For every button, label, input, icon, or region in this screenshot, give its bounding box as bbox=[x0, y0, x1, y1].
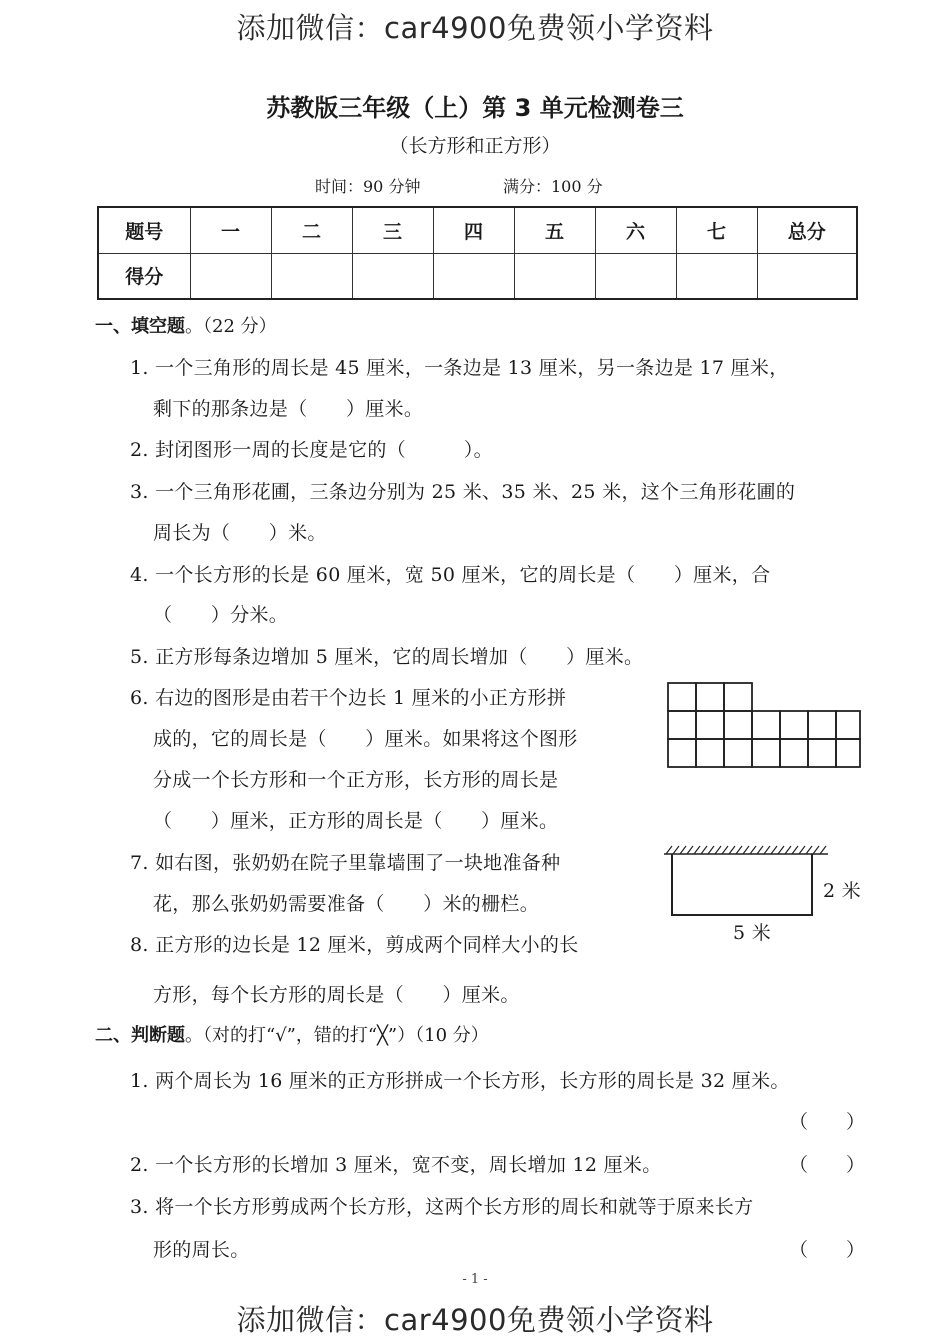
grid-square bbox=[836, 711, 860, 739]
section-2-title: 二、判断题 bbox=[95, 1025, 185, 1046]
score-cell bbox=[433, 253, 514, 299]
section-1-title: 一、填空题 bbox=[95, 316, 185, 337]
wall-hatching bbox=[666, 846, 826, 854]
watermark-top: 添加微信：car4900免费领小学资料 bbox=[236, 11, 714, 45]
judge-2-line-1: 2. 一个长方形的长增加 3 厘米，宽不变，周长增加 12 厘米。 bbox=[130, 1154, 662, 1176]
grid-square bbox=[752, 739, 780, 767]
exam-time: 时间：90 分钟 bbox=[315, 177, 421, 196]
squares-figure bbox=[665, 680, 865, 770]
section-1-score: 。（22 分） bbox=[185, 316, 277, 337]
grid-square bbox=[668, 711, 696, 739]
question-5-line-1: 5. 正方形每条边增加 5 厘米，它的周长增加（ ）厘米。 bbox=[130, 646, 644, 668]
section-2-score: 。（对的打“√”，错的打“╳”）（10 分） bbox=[185, 1025, 489, 1046]
score-table bbox=[97, 206, 858, 300]
header-cell: 七 bbox=[676, 207, 757, 253]
header-cell: 题号 bbox=[98, 207, 190, 253]
page-number: - 1 - bbox=[462, 1272, 488, 1287]
score-cell bbox=[514, 253, 595, 299]
score-cell bbox=[595, 253, 676, 299]
question-1-line-2: 剩下的那条边是（ ）厘米。 bbox=[153, 398, 424, 420]
fence-height-label: 2 米 bbox=[823, 880, 862, 902]
judge-3-answer-paren: （ ） bbox=[789, 1239, 866, 1261]
section-1-heading bbox=[95, 312, 277, 338]
judge-1-line-1: 1. 两个周长为 16 厘米的正方形拼成一个长方形，长方形的周长是 32 厘米。 bbox=[130, 1070, 790, 1092]
grid-square bbox=[668, 683, 696, 711]
question-4-line-2: （ ）分米。 bbox=[153, 604, 289, 626]
grid-square bbox=[808, 711, 836, 739]
score-cell bbox=[271, 253, 352, 299]
score-cell bbox=[757, 253, 857, 299]
page-title: 苏教版三年级（上）第 3 单元检测卷三 bbox=[266, 94, 684, 122]
question-1-line-1: 1. 一个三角形的周长是 45 厘米，一条边是 13 厘米，另一条边是 17 厘米， bbox=[130, 357, 789, 379]
score-cell bbox=[190, 253, 271, 299]
question-2-line-1: 2. 封闭图形一周的长度是它的（ ）。 bbox=[130, 439, 493, 461]
row-label-cell: 得分 bbox=[98, 253, 190, 299]
score-table-header-row bbox=[98, 207, 857, 253]
grid-square bbox=[752, 711, 780, 739]
score-table-score-row bbox=[98, 253, 857, 299]
judge-3-line-1: 3. 将一个长方形剪成两个长方形，这两个长方形的周长和就等于原来长方 bbox=[130, 1196, 754, 1218]
header-cell: 五 bbox=[514, 207, 595, 253]
judge-3-line-2: 形的周长。 bbox=[153, 1239, 250, 1261]
header-cell: 总分 bbox=[757, 207, 857, 253]
header-cell: 六 bbox=[595, 207, 676, 253]
question-7-line-1: 7. 如右图，张奶奶在院子里靠墙围了一块地准备种 bbox=[130, 852, 561, 874]
question-6-line-1: 6. 右边的图形是由若干个边长 1 厘米的小正方形拼 bbox=[130, 687, 567, 709]
grid-square bbox=[696, 711, 724, 739]
question-4-line-1: 4. 一个长方形的长是 60 厘米，宽 50 厘米，它的周长是（ ）厘米，合 bbox=[130, 564, 771, 586]
header-cell: 一 bbox=[190, 207, 271, 253]
question-3-line-1: 3. 一个三角形花圃，三条边分别为 25 米、35 米、25 米，这个三角形花圃的 bbox=[130, 481, 796, 503]
question-6-line-2: 成的，它的周长是（ ）厘米。如果将这个图形 bbox=[153, 728, 578, 750]
watermark-bottom: 添加微信：car4900免费领小学资料 bbox=[236, 1303, 714, 1337]
header-cell: 三 bbox=[352, 207, 433, 253]
question-8-line-2: 方形，每个长方形的周长是（ ）厘米。 bbox=[153, 984, 520, 1006]
header-cell: 四 bbox=[433, 207, 514, 253]
grid-square bbox=[724, 739, 752, 767]
page-subtitle: （长方形和正方形） bbox=[389, 135, 561, 157]
grid-square bbox=[808, 739, 836, 767]
score-cell bbox=[676, 253, 757, 299]
grid-square bbox=[696, 739, 724, 767]
section-2-heading bbox=[95, 1021, 489, 1047]
grid-square bbox=[668, 739, 696, 767]
question-6-line-4: （ ）厘米，正方形的周长是（ ）厘米。 bbox=[153, 810, 559, 832]
grid-square bbox=[836, 739, 860, 767]
judge-1-answer-paren: （ ） bbox=[789, 1111, 866, 1133]
grid-square bbox=[724, 711, 752, 739]
question-8-line-1: 8. 正方形的边长是 12 厘米，剪成两个同样大小的长 bbox=[130, 934, 579, 956]
fence-outline bbox=[672, 854, 812, 915]
header-cell: 二 bbox=[271, 207, 352, 253]
question-3-line-2: 周长为（ ）米。 bbox=[153, 522, 327, 544]
question-6-line-3: 分成一个长方形和一个正方形，长方形的周长是 bbox=[153, 769, 559, 791]
judge-2-answer-paren: （ ） bbox=[789, 1154, 866, 1176]
score-cell bbox=[352, 253, 433, 299]
fence-width-label: 5 米 bbox=[733, 922, 772, 944]
grid-square bbox=[724, 683, 752, 711]
grid-square bbox=[780, 739, 808, 767]
grid-square bbox=[696, 683, 724, 711]
question-7-line-2: 花，那么张奶奶需要准备（ ）米的栅栏。 bbox=[153, 893, 540, 915]
exam-full-score: 满分：100 分 bbox=[503, 177, 603, 196]
grid-square bbox=[780, 711, 808, 739]
